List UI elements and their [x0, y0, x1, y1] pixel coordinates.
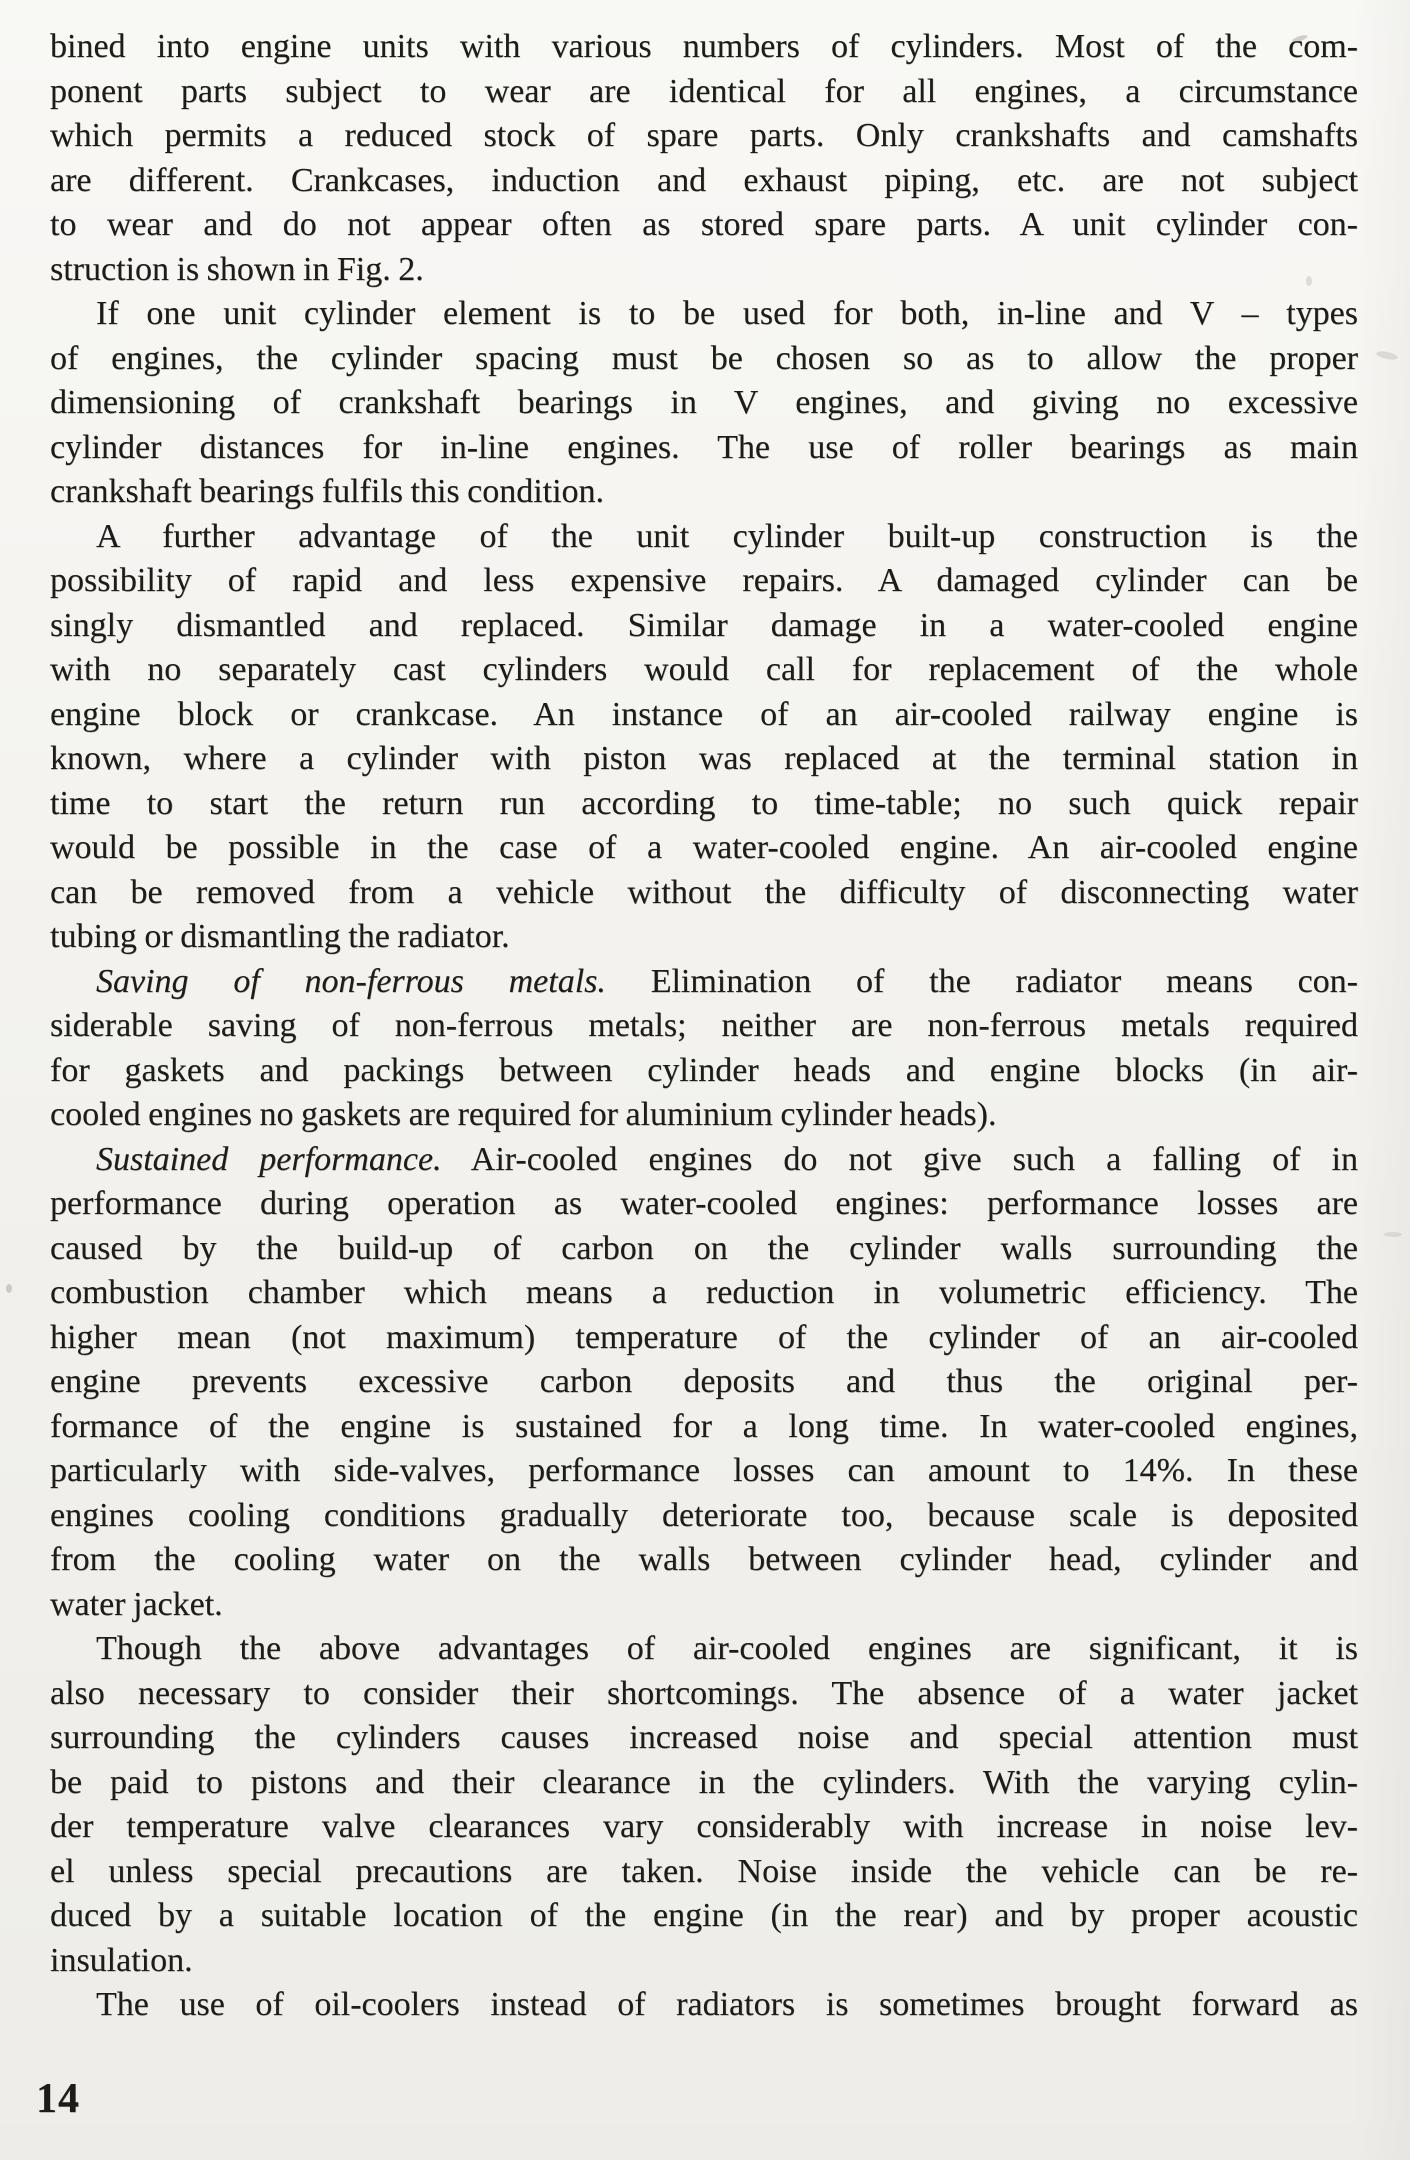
text-line: combustion chamber which means a reduction in volumetric efficiency. The [50, 1274, 1358, 1311]
text-line: particularly with side-valves, performance losses can amount to 14%. In these [50, 1452, 1358, 1489]
text-line: known, where a cylinder with piston was replaced at the terminal station in [50, 740, 1358, 777]
italic-lead: Sustained performance. [96, 1140, 442, 1178]
text-line: of engines, the cylinder spacing must be chosen so as to allow the proper [50, 339, 1358, 377]
text-line: der temperature valve clearances vary considerably with increase in noise lev- [50, 1808, 1358, 1845]
text-line: A further advantage of the unit cylinder built-up construction is the [96, 517, 1358, 555]
text-line: time to start the return run according to time-table; no such quick repair [50, 784, 1358, 822]
text-line: el unless special precautions are taken. Noise inside the vehicle can be re- [50, 1852, 1358, 1890]
text-line: Sustained performance. Air-cooled engines do not give such a falling of in [96, 1140, 1358, 1178]
scan-artifact [1376, 350, 1399, 361]
text-line: insulation. [50, 1941, 193, 1979]
text-line: If one unit cylinder element is to be used for both, in-line and V – types [96, 295, 1358, 332]
text-line: cylinder distances for in-line engines. The use of roller bearings as main [50, 428, 1358, 466]
text-line: water jacket. [50, 1585, 223, 1623]
text-line: performance during operation as water-cooled engines: performance losses are [50, 1185, 1358, 1222]
text-line: engine block or crankcase. An instance of an air-cooled railway engine is [50, 695, 1358, 733]
text-line: from the cooling water on the walls between cylinder head, cylinder and [50, 1541, 1358, 1578]
text-line: struction is shown in Fig. 2. [50, 250, 424, 288]
text-line: with no separately cast cylinders would call for replacement of the whole [50, 651, 1358, 688]
text-line: Saving of non-ferrous metals. Elimination of the radiator means con- [96, 962, 1359, 1000]
text-line: formance of the engine is sustained for a long time. In water-cooled engines, [50, 1407, 1358, 1445]
text-line: also necessary to consider their shortcomings. The absence of a water jacket [50, 1674, 1358, 1712]
text-line: surrounding the cylinders causes increased noise and special attention must [50, 1719, 1358, 1756]
scan-artifact [1384, 1232, 1402, 1237]
text-line: Though the above advantages of air-cooled engines are significant, it is [96, 1630, 1358, 1667]
paragraph [50, 292, 1358, 515]
text-line: to wear and do not appear often as stored spare parts. A unit cylinder con- [50, 206, 1358, 243]
text-line: higher mean (not maximum) temperature of the cylinder of an air-cooled [50, 1318, 1358, 1356]
text-line: engines cooling conditions gradually deteriorate too, because scale is deposited [50, 1496, 1358, 1534]
text-line: are different. Crankcases, induction and exhaust piping, etc. are not subject [50, 161, 1358, 199]
text-line: engine prevents excessive carbon deposits and thus the original per- [50, 1363, 1358, 1400]
text-line: ponent parts subject to wear are identical for all engines, a circumstance [50, 72, 1358, 110]
text-line: caused by the build-up of carbon on the cylinder walls surrounding the [50, 1229, 1358, 1267]
text-line: crankshaft bearings fulfils this condition. [50, 473, 605, 510]
text-line: which permits a reduced stock of spare parts. Only crankshafts and camshafts [50, 117, 1358, 154]
text-line: singly dismantled and replaced. Similar damage in a water-cooled engine [50, 606, 1358, 644]
text-line: for gaskets and packings between cylinder heads and engine blocks (in air- [50, 1051, 1358, 1089]
page-text [50, 25, 1358, 2028]
paragraph [50, 1138, 1358, 1628]
paragraph [50, 25, 1358, 292]
text-line: The use of oil-coolers instead of radiators is sometimes brought forward as [96, 1986, 1358, 2023]
paragraph [50, 515, 1358, 960]
paragraph [50, 1983, 1358, 2028]
paragraph [50, 1627, 1358, 1983]
text-line: duced by a suitable location of the engine (in the rear) and by proper acoustic [50, 1897, 1358, 1934]
text-line: would be possible in the case of a water-cooled engine. An air-cooled engine [50, 829, 1358, 866]
text-line: cooled engines no gaskets are required for aluminium cylinder heads). [50, 1096, 997, 1133]
italic-lead: Saving of non-ferrous metals. [96, 962, 606, 1000]
text-line: be paid to pistons and their clearance in the cylinders. With the varying cylin- [50, 1763, 1358, 1801]
text-line: dimensioning of crankshaft bearings in V engines, and giving no excessive [50, 384, 1358, 421]
text-line: siderable saving of non-ferrous metals; neither are non-ferrous metals required [50, 1007, 1358, 1044]
page-number: 14 [36, 2076, 80, 2122]
text-line: tubing or dismantling the radiator. [50, 918, 510, 955]
text-line: can be removed from a vehicle without the difficulty of disconnecting water [50, 873, 1358, 911]
text-line: possibility of rapid and less expensive repairs. A damaged cylinder can be [50, 562, 1358, 599]
scan-artifact [6, 1284, 12, 1293]
paragraph [50, 960, 1358, 1138]
text-line: bined into engine units with various numbers of cylinders. Most of the com- [50, 28, 1358, 65]
